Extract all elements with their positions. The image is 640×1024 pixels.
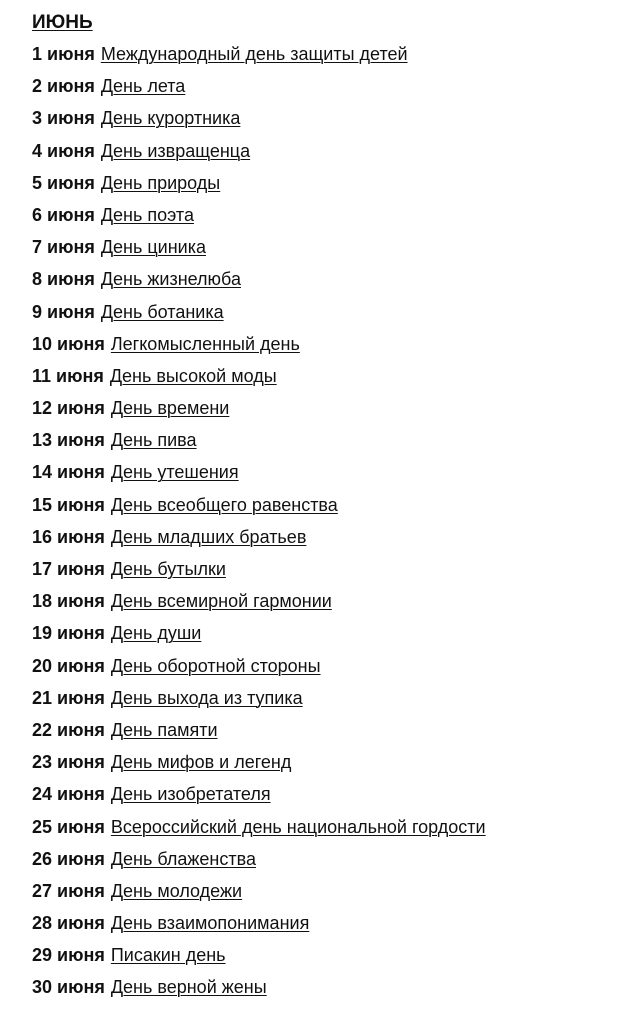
holiday-name: День курортника [100, 108, 241, 129]
holiday-calendar-page [32, 10, 632, 1004]
list-item [32, 650, 632, 682]
list-item [32, 907, 632, 939]
holiday-name: День мифов и легенд [110, 752, 292, 773]
list-item [32, 328, 632, 360]
holiday-name: День младших братьев [110, 526, 307, 547]
holiday-date: 16 июня [32, 526, 105, 547]
holiday-name: День блаженства [110, 848, 256, 869]
list-item [32, 456, 632, 488]
holiday-name: День времени [110, 398, 230, 419]
list-item [32, 135, 632, 167]
holiday-date: 12 июня [32, 398, 105, 419]
holiday-name: День утешения [110, 462, 239, 483]
holiday-name: День поэта [100, 204, 194, 225]
month-title: ИЮНЬ [32, 12, 93, 33]
holiday-name: День бутылки [110, 559, 226, 579]
list-item [32, 360, 632, 392]
holiday-date: 24 июня [32, 784, 105, 805]
holiday-date: 19 июня [32, 623, 105, 644]
list-item [32, 424, 632, 456]
list-item [32, 585, 632, 617]
holiday-name: День молодежи [110, 880, 243, 901]
holiday-date: 3 июня [32, 108, 95, 129]
list-item [32, 875, 632, 907]
list-item [32, 392, 632, 424]
holiday-name: Писакин день [110, 945, 226, 966]
list-item [32, 811, 632, 843]
holiday-name: Легкомысленный день [110, 333, 300, 354]
holiday-name: День жизнелюба [100, 269, 241, 290]
list-item [32, 263, 632, 295]
list-item [32, 714, 632, 746]
holiday-name: День ботаника [100, 301, 224, 322]
holiday-date: 1 июня [32, 44, 95, 64]
holiday-date: 6 июня [32, 204, 95, 225]
list-item [32, 682, 632, 714]
list-item [32, 489, 632, 521]
list-item [32, 617, 632, 649]
list-item [32, 38, 632, 70]
list-item [32, 231, 632, 263]
holiday-name: День природы [100, 172, 221, 193]
holiday-date: 8 июня [32, 269, 95, 290]
list-item [32, 843, 632, 875]
holiday-date: 29 июня [32, 945, 105, 966]
holiday-date: 30 июня [32, 977, 105, 998]
list-item [32, 553, 632, 585]
list-item [32, 746, 632, 778]
holiday-name: День циника [100, 237, 206, 258]
list-item [32, 521, 632, 553]
holiday-name: День взаимопонимания [110, 913, 310, 934]
holiday-date: 15 июня [32, 494, 105, 515]
list-item [32, 199, 632, 231]
list-item [32, 102, 632, 134]
holiday-name: Международный день защиты детей [100, 44, 408, 64]
holiday-date: 13 июня [32, 430, 105, 451]
holiday-name: Всероссийский день национальной гордости [110, 816, 486, 837]
holiday-name: День высокой моды [109, 365, 277, 386]
holiday-name: День души [110, 623, 202, 644]
holiday-date: 21 июня [32, 687, 105, 708]
holiday-name: День всеобщего равенства [110, 494, 338, 515]
holiday-date: 10 июня [32, 333, 105, 354]
holiday-date: 2 июня [32, 76, 95, 97]
list-item [32, 939, 632, 971]
holiday-date: 27 июня [32, 880, 105, 901]
holiday-name: День извращенца [100, 140, 251, 161]
holiday-name: День лета [100, 76, 186, 97]
list-item [32, 296, 632, 328]
holiday-name: День выхода из тупика [110, 687, 303, 708]
holiday-name: День пива [110, 430, 197, 451]
list-item [32, 167, 632, 199]
holiday-date: 18 июня [32, 591, 105, 612]
holiday-date: 11 июня [32, 365, 104, 386]
holiday-date: 17 июня [32, 559, 105, 579]
holiday-name: День верной жены [110, 977, 267, 998]
list-item [32, 778, 632, 810]
holiday-date: 20 июня [32, 655, 105, 676]
holiday-date: 26 июня [32, 848, 105, 869]
holiday-name: День изобретателя [110, 784, 271, 805]
holiday-date: 28 июня [32, 913, 105, 934]
holiday-date: 22 июня [32, 719, 105, 740]
holiday-date: 4 июня [32, 140, 95, 161]
holiday-name: День памяти [110, 719, 218, 740]
list-item [32, 70, 632, 102]
holiday-date: 9 июня [32, 301, 95, 322]
holiday-name: День всемирной гармонии [110, 591, 332, 612]
holiday-date: 25 июня [32, 816, 105, 837]
holiday-date: 14 июня [32, 462, 105, 483]
holiday-date: 23 июня [32, 752, 105, 773]
holiday-date: 5 июня [32, 172, 95, 193]
holiday-list [32, 38, 632, 1004]
holiday-name: День оборотной стороны [110, 655, 321, 676]
holiday-date: 7 июня [32, 237, 95, 258]
list-item [32, 971, 632, 1003]
